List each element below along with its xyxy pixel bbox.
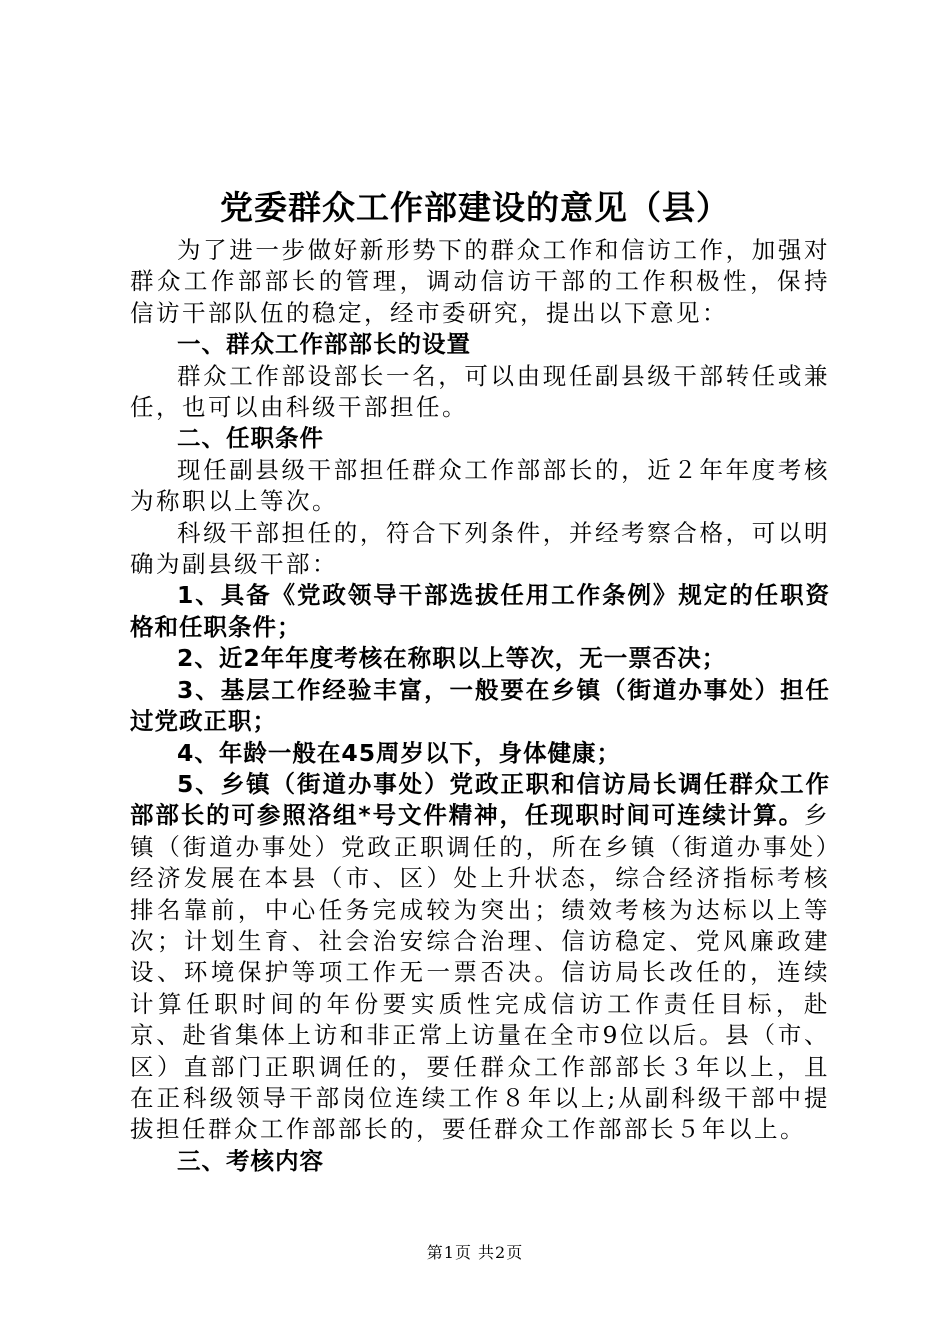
- condition-item-5-lead: 5、乡镇（街道办事处）党政正职和信访局长调任群众工作部部长的可参照洛组*号文件精神，任现职时间可连续计算。: [130, 769, 830, 830]
- body-paragraph: 群众工作部设部长一名，可以由现任副县级干部转任或兼任，也可以由科级干部担任。: [130, 361, 830, 422]
- condition-item-5-detail: 乡镇（街道办事处）党政正职调任的，所在乡镇（街道办事处）经济发展在本县（市、区）处上升状态，综合经济指标考核排名靠前，中心任务完成较为突出；绩效考核为达标以上等次；计划生育、社会治安综合治理、信访稳定、党风廉政建设、环境保护等项工作无一票否决。信访局长改任的，连续计算任职时间的年份要实质性完成信访工作责任目标，赴京、赴省集体上访和非正常上访量在全市9位以后。县（市、区）直部门正职调任的，要任群众工作部部长３年以上，且在正科级领导干部岗位连续工作８年以上;从副科级干部中提拔担任群众工作部部长的，要任群众工作部部长５年以上。: [130, 801, 830, 1144]
- condition-item-5: [130, 769, 830, 1146]
- section-heading-1: 一、群众工作部部长的设置: [177, 330, 471, 359]
- condition-item-3: 3、基层工作经验丰富，一般要在乡镇（街道办事处）担任过党政正职；: [130, 675, 830, 736]
- intro-paragraph: 为了进一步做好新形势下的群众工作和信访工作，加强对群众工作部部长的管理，调动信访干部的工作积极性，保持信访干部队伍的稳定，经市委研究，提出以下意见：: [130, 236, 830, 327]
- section-heading-2: 二、任职条件: [177, 424, 324, 453]
- condition-item-2: 2、近2年年度考核在称职以上等次，无一票否决；: [177, 644, 727, 673]
- document-title: 党委群众工作部建设的意见（县）: [220, 188, 730, 227]
- section-heading-3: 三、考核内容: [177, 1146, 324, 1175]
- document-body: [130, 235, 830, 1177]
- body-paragraph: 科级干部担任的，符合下列条件，并经考察合格，可以明确为副县级干部：: [130, 518, 830, 579]
- body-paragraph: 现任副县级干部担任群众工作部部长的，近２年年度考核为称职以上等次。: [130, 455, 830, 516]
- page-number-footer: 第1页 共2页: [426, 1243, 524, 1262]
- condition-item-1: 1、具备《党政领导干部选拔任用工作条例》规定的任职资格和任职条件；: [130, 581, 830, 641]
- condition-item-4: 4、年龄一般在45周岁以下，身体健康；: [177, 738, 622, 767]
